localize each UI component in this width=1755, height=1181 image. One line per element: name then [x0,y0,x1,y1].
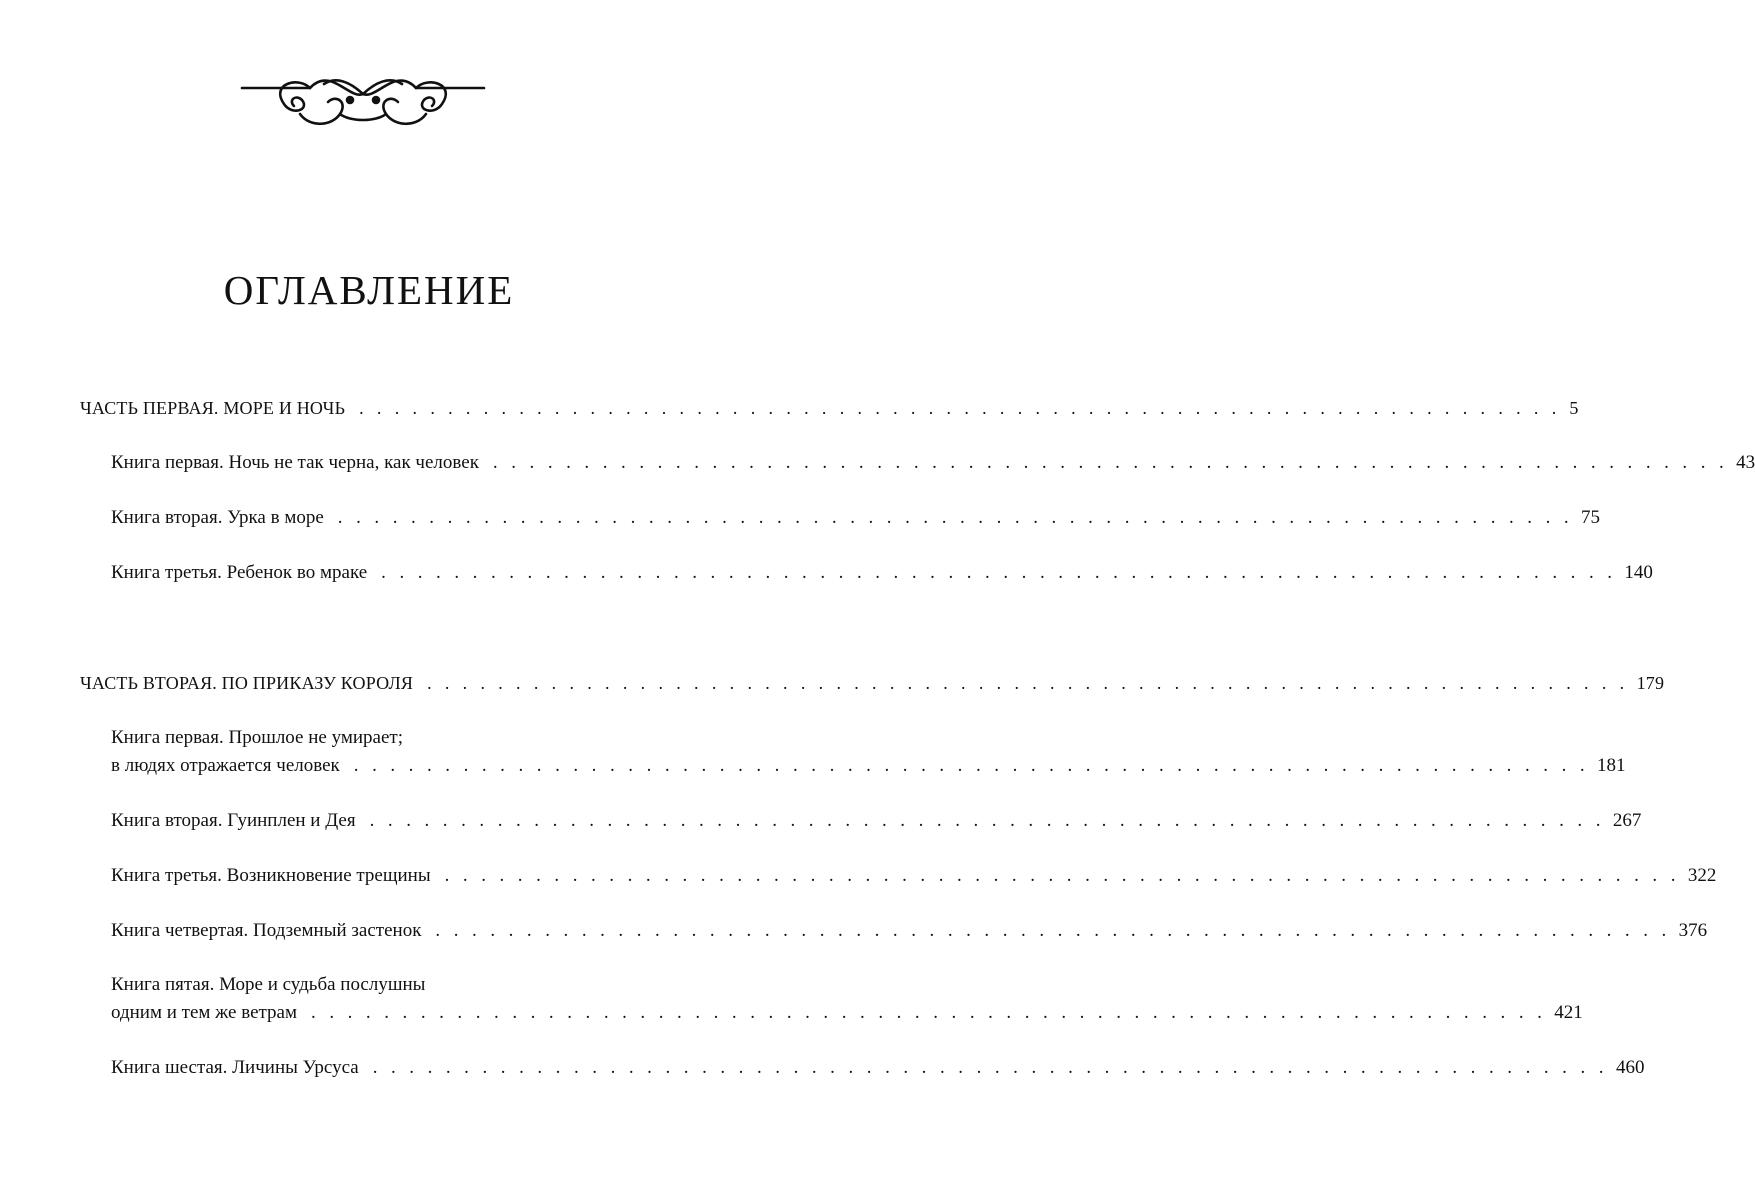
toc-entry-book [111,864,1717,888]
dot-leader: . . . . . . . . . . . . . . . . . . . . . . . . . . . . . . . . . . . . . . . . . . . . . . . . . . . . . . . . . . . . . . . . . . . . [381,562,1617,583]
dot-leader: . . . . . . . . . . . . . . . . . . . . . . . . . . . . . . . . . . . . . . . . . . . . . . . . . . . . . . . . . . . . . . . . . . . . [372,1057,1608,1078]
toc-entry-part-1 [80,396,1579,420]
toc-entry-book [111,506,1601,530]
toc-entry-book [111,754,1626,778]
toc-entry-book [111,451,1755,475]
toc-entry-label: Книга шестая. Личины Урсуса [111,1057,359,1078]
dot-leader: . . . . . . . . . . . . . . . . . . . . . . . . . . . . . . . . . . . . . . . . . . . . . . . . . . . . . . . . . . . . . . . . . . . . [337,507,1574,528]
dot-leader: . . . . . . . . . . . . . . . . . . . . . . . . . . . . . . . . . . . . . . . . . . . . . . . . . . . . . . . . . . . . . . . . . . . . [359,398,1561,418]
toc-entry-label: Книга третья. Возникновение трещины [111,865,431,886]
toc-entry-label-line1: Книга первая. Прошлое не умирает; [111,727,403,748]
toc-entry-book [111,919,1708,943]
toc-page-number: 421 [1554,1002,1583,1023]
toc-entry-label: ЧАСТЬ ВТОРАЯ. ПО ПРИКАЗУ КОРОЛЯ [80,673,414,693]
toc-page-number: 75 [1581,507,1601,528]
toc-page-number: 181 [1597,755,1626,776]
toc-entry-label: ЧАСТЬ ПЕРВАЯ. МОРЕ И НОЧЬ [80,398,346,418]
toc-page-number: 140 [1624,562,1653,583]
flourish-ornament-icon [240,70,486,132]
dot-leader: . . . . . . . . . . . . . . . . . . . . . . . . . . . . . . . . . . . . . . . . . . . . . . . . . . . . . . . . . . . . . . . . . . . . [311,1002,1547,1023]
toc-page-number: 43 [1736,452,1755,473]
dot-leader: . . . . . . . . . . . . . . . . . . . . . . . . . . . . . . . . . . . . . . . . . . . . . . . . . . . . . . . . . . . . . . . . . . . . [435,920,1671,941]
toc-page-number: 460 [1615,1057,1645,1078]
toc-entry-label: Книга вторая. Урка в море [111,507,324,528]
toc-entry-label: Книга четвертая. Подземный застенок [111,920,422,941]
toc-entry-book [111,809,1642,833]
toc-entry-label: в людях отражается человек [111,755,340,776]
toc-page-number: 376 [1678,920,1708,941]
toc-page-number: 179 [1636,673,1665,693]
dot-leader: . . . . . . . . . . . . . . . . . . . . . . . . . . . . . . . . . . . . . . . . . . . . . . . . . . . . . . . . . . . . . . . . . . . . [353,755,1590,776]
toc-entry-label: Книга третья. Ребенок во мраке [111,562,368,583]
dot-leader: . . . . . . . . . . . . . . . . . . . . . . . . . . . . . . . . . . . . . . . . . . . . . . . . . . . . . . . . . . . . . . . . . . . . [369,810,1605,831]
dot-leader: . . . . . . . . . . . . . . . . . . . . . . . . . . . . . . . . . . . . . . . . . . . . . . . . . . . . . . . . . . . . . . . . . . . . [492,452,1729,473]
page-title: ОГЛАВЛЕНИЕ [223,267,515,313]
toc-entry-label: Книга первая. Ночь не так черна, как человек [111,452,479,473]
toc-entry-book [111,561,1653,585]
toc-page-number: 322 [1687,865,1717,886]
toc-page-number: 5 [1569,398,1579,418]
dot-leader: . . . . . . . . . . . . . . . . . . . . . . . . . . . . . . . . . . . . . . . . . . . . . . . . . . . . . . . . . . . . . . . . . . . . [444,865,1680,886]
toc-page-number: 267 [1612,810,1642,831]
toc-entry-book [111,1056,1645,1080]
toc-entry-label: одним и тем же ветрам [111,1002,298,1023]
toc-entry-part-2 [80,671,1665,695]
toc-entry-book [111,1001,1583,1025]
dot-leader: . . . . . . . . . . . . . . . . . . . . . . . . . . . . . . . . . . . . . . . . . . . . . . . . . . . . . . . . . . . . . . . . . . . . [427,673,1629,693]
toc-entry-label-line1: Книга пятая. Море и судьба послушны [111,974,426,995]
toc-entry-label: Книга вторая. Гуинплен и Дея [111,810,356,831]
